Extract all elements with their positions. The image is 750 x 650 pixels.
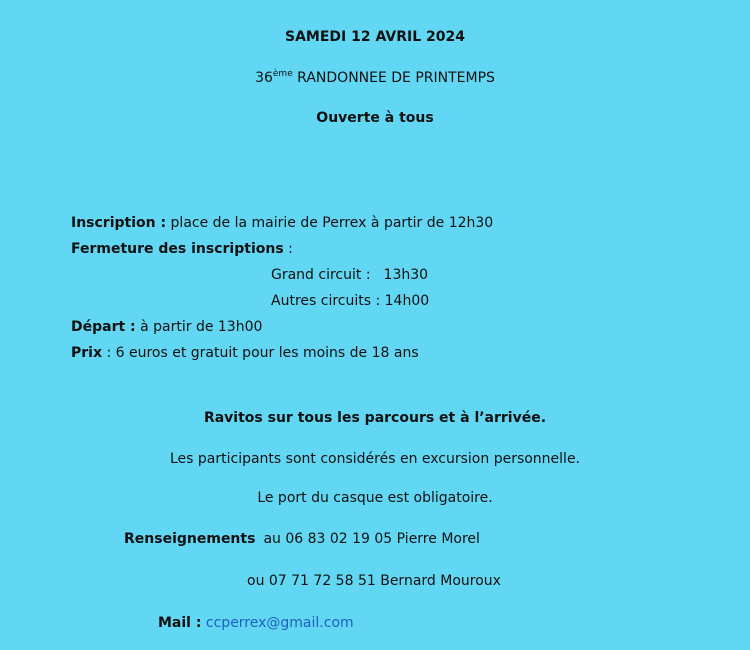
ravitos-note: Ravitos sur tous les parcours et à l’arrivée. bbox=[203, 410, 547, 426]
closing-label: Fermeture des inscriptions bbox=[71, 241, 284, 257]
contact-phone-1: au 06 83 02 19 05 Pierre Morel bbox=[263, 531, 480, 547]
inscription-line bbox=[71, 213, 493, 233]
grand-circuit-time: 13h30 bbox=[383, 267, 429, 283]
mail-label: Mail : bbox=[158, 615, 202, 631]
contact-label: Renseignements bbox=[124, 531, 256, 547]
depart-value: à partir de 13h00 bbox=[135, 319, 263, 335]
inscription-value: place de la mairie de Perrex à partir de 12h30 bbox=[166, 215, 494, 231]
open-to-all: Ouverte à tous bbox=[316, 110, 434, 126]
event-name: RANDONNEE DE PRINTEMPS bbox=[292, 70, 495, 86]
mail-link[interactable]: ccperrex@gmail.com bbox=[205, 615, 354, 631]
excursion-note: Les participants sont considérés en excursion personnelle. bbox=[169, 451, 581, 467]
closing-line bbox=[71, 239, 293, 259]
inscription-label: Inscription : bbox=[71, 215, 167, 231]
grand-circuit-label: Grand circuit : bbox=[271, 267, 371, 283]
event-date: SAMEDI 12 AVRIL 2024 bbox=[285, 29, 465, 45]
event-title bbox=[0, 68, 750, 88]
edition-suffix: ème bbox=[272, 69, 293, 79]
price-line bbox=[71, 343, 419, 363]
closing-suffix: : bbox=[283, 241, 293, 257]
price-label: Prix bbox=[71, 345, 102, 361]
contact-phone-2: ou 07 71 72 58 51 Bernard Mouroux bbox=[247, 573, 501, 589]
edition-number: 36 bbox=[255, 70, 273, 86]
depart-label: Départ : bbox=[71, 319, 136, 335]
depart-line bbox=[71, 317, 262, 337]
grand-circuit-line bbox=[271, 265, 428, 285]
contact-line bbox=[124, 529, 480, 549]
price-value: : 6 euros et gratuit pour les moins de 18 ans bbox=[102, 345, 419, 361]
mail-line bbox=[158, 613, 354, 633]
helmet-note: Le port du casque est obligatoire. bbox=[257, 490, 493, 506]
other-circuits-line: Autres circuits : 14h00 bbox=[271, 293, 430, 309]
